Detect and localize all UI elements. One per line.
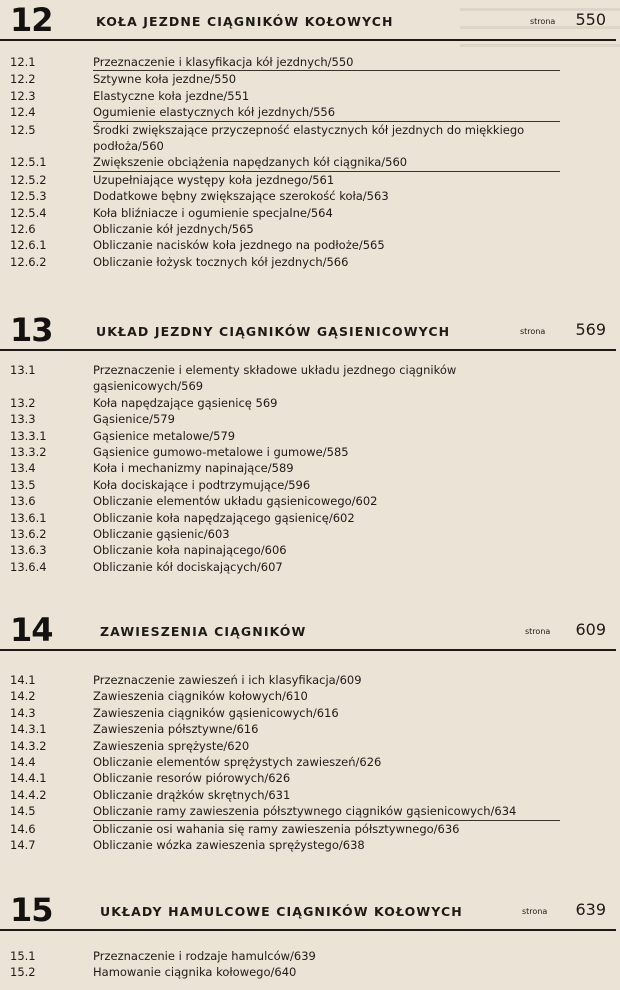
chapter-title: UKŁAD JEZDNY CIĄGNIKÓW GĄSIENICOWYCH (96, 324, 451, 339)
entry-text: Obliczanie drążków skrętnych/631 (93, 787, 291, 802)
bleed-through (460, 44, 620, 47)
entry-text: Obliczanie kół dociskających/607 (93, 559, 283, 574)
entry-text: Koła i mechanizmy napinające/589 (93, 461, 294, 476)
chapter-header (0, 892, 620, 928)
entry-number: 12.6 (10, 222, 36, 237)
entry-number: 12.5.3 (10, 189, 47, 204)
toc-entry[interactable] (0, 672, 620, 688)
entry-number: 14.3.2 (10, 738, 47, 753)
chapter-number: 12 (10, 1, 53, 39)
entry-number: 13.3.2 (10, 445, 47, 460)
chapter-title: ZAWIESZENIA CIĄGNIKÓW (100, 624, 307, 639)
entry-text: Przeznaczenie i klasyfikacja kół jezdnych/550 (93, 54, 560, 71)
entry-text: Zwiększenie obciążenia napędzanych kół ciągnika/560 (93, 154, 560, 171)
entry-number: 13.3 (10, 412, 36, 427)
toc-entry[interactable] (0, 803, 620, 820)
toc-entry[interactable] (0, 837, 620, 853)
toc-entry[interactable] (0, 510, 620, 526)
entry-text: Obliczanie koła napinającego/606 (93, 543, 287, 558)
toc-entry[interactable] (0, 559, 620, 575)
entry-number: 13.1 (10, 363, 36, 377)
entry-number: 13.6.4 (10, 559, 47, 574)
toc-entry[interactable] (0, 54, 620, 71)
toc-entry[interactable] (0, 721, 620, 737)
toc-entry[interactable] (0, 237, 620, 253)
entry-number: 13.6.1 (10, 510, 47, 525)
toc-entry[interactable] (0, 254, 620, 270)
entry-text: Obliczanie kół jezdnych/565 (93, 222, 254, 237)
toc-entry[interactable] (0, 738, 620, 754)
entry-text: Obliczanie nacisków koła jezdnego na podłoże/565 (93, 238, 385, 253)
entry-number: 13.2 (10, 395, 36, 410)
entry-number: 13.3.1 (10, 428, 47, 443)
toc-entry[interactable] (0, 362, 620, 395)
entry-list (0, 362, 620, 575)
entry-text: Uzupełniające występy koła jezdnego/561 (93, 172, 335, 187)
toc-entry[interactable] (0, 948, 620, 964)
entry-text: Gąsienice gumowo-metalowe i gumowe/585 (93, 445, 349, 460)
entry-text: Obliczanie ramy zawieszenia półsztywnego ciągników gąsienicowych/634 (93, 803, 560, 820)
entry-text: Zawieszenia półsztywne/616 (93, 722, 259, 737)
chapter-page: 550 (575, 10, 606, 29)
entry-text: Elastyczne koła jezdne/551 (93, 88, 250, 103)
entry-number: 13.6 (10, 494, 36, 509)
entry-number: 12.4 (10, 105, 36, 120)
entry-text: Przeznaczenie zawieszeń i ich klasyfikacja/609 (93, 673, 362, 687)
chapter-rule (0, 349, 616, 351)
chapter-rule (0, 39, 616, 41)
chapter-header (0, 312, 620, 348)
toc-entry[interactable] (0, 411, 620, 427)
entry-number: 14.3 (10, 705, 36, 720)
entry-number: 12.6.1 (10, 238, 47, 253)
entry-text: Koła bliźniacze i ogumienie specjalne/564 (93, 205, 333, 220)
strona-label: strona (530, 17, 556, 26)
entry-number: 12.5 (10, 122, 36, 137)
entry-number: 13.6.3 (10, 543, 47, 558)
entry-number: 12.6.2 (10, 254, 47, 269)
toc-entry[interactable] (0, 493, 620, 509)
entry-text: Ogumienie elastycznych kół jezdnych/556 (93, 104, 560, 121)
chapter-rule (0, 649, 616, 651)
toc-entry[interactable] (0, 787, 620, 803)
entry-number: 14.1 (10, 673, 36, 687)
entry-number: 14.5 (10, 804, 36, 819)
toc-entry[interactable] (0, 122, 620, 155)
entry-text: Sztywne koła jezdne/550 (93, 72, 237, 87)
toc-entry[interactable] (0, 821, 620, 837)
entry-text: Obliczanie osi wahania się ramy zawieszenia półsztywnego/636 (93, 821, 460, 836)
toc-entry[interactable] (0, 188, 620, 204)
entry-text: Obliczanie koła napędzającego gąsienicę/602 (93, 510, 355, 525)
chapter-14 (0, 611, 620, 853)
entry-text: Koła dociskające i podtrzymujące/596 (93, 477, 311, 492)
entry-text: Obliczanie łożysk tocznych kół jezdnych/566 (93, 254, 349, 269)
entry-text: Koła napędzające gąsienicę 569 (93, 395, 278, 410)
entry-number: 14.3.1 (10, 722, 47, 737)
chapter-number: 13 (10, 311, 53, 349)
strona-label: strona (522, 907, 548, 916)
entry-text: Hamowanie ciągnika kołowego/640 (93, 965, 297, 980)
toc-entry[interactable] (0, 770, 620, 786)
entry-number: 13.4 (10, 461, 36, 476)
toc-entry[interactable] (0, 526, 620, 542)
toc-entry[interactable] (0, 477, 620, 493)
chapter-number: 15 (10, 891, 53, 929)
entry-number: 14.2 (10, 689, 36, 704)
chapter-title: UKŁADY HAMULCOWE CIĄGNIKÓW KOŁOWYCH (100, 904, 463, 919)
entry-number: 14.7 (10, 838, 36, 853)
chapter-15 (0, 891, 620, 980)
chapter-12 (0, 1, 620, 269)
entry-number: 14.4.1 (10, 771, 47, 786)
toc-entry[interactable] (0, 428, 620, 444)
toc-entry[interactable] (0, 964, 620, 980)
entry-list (0, 948, 620, 981)
entry-text: Środki zwiększające przyczepność elastycznych kół jezdnych do miękkiego podłoża/560 (93, 122, 525, 154)
entry-number: 12.1 (10, 55, 36, 69)
chapter-13 (0, 311, 620, 574)
toc-entry[interactable] (0, 221, 620, 237)
strona-label: strona (525, 627, 551, 636)
entry-number: 12.5.1 (10, 155, 47, 170)
chapter-page: 639 (575, 900, 606, 919)
chapter-rule (0, 929, 616, 931)
entry-text: Gąsienice/579 (93, 412, 175, 427)
entry-text: Obliczanie wózka zawieszenia sprężystego/638 (93, 838, 365, 853)
entry-text: Zawieszenia sprężyste/620 (93, 738, 250, 753)
toc-entry[interactable] (0, 754, 620, 770)
entry-text: Obliczanie gąsienic/603 (93, 527, 230, 542)
toc-entry[interactable] (0, 395, 620, 411)
entry-text: Dodatkowe bębny zwiększające szerokość koła/563 (93, 189, 389, 204)
chapter-page: 609 (575, 620, 606, 639)
toc-entry[interactable] (0, 444, 620, 460)
chapter-header (0, 612, 620, 648)
toc-entry[interactable] (0, 205, 620, 221)
entry-number: 12.3 (10, 88, 36, 103)
chapter-title: KOŁA JEZDNE CIĄGNIKÓW KOŁOWYCH (96, 14, 394, 29)
entry-text: Przeznaczenie i elementy składowe układu jezdnego ciągników gąsienicowych/569 (93, 363, 457, 394)
entry-list (0, 672, 620, 853)
toc-entry[interactable] (0, 542, 620, 558)
chapter-number: 14 (10, 611, 53, 649)
entry-number: 15.2 (10, 965, 36, 980)
toc-entry[interactable] (0, 688, 620, 704)
entry-text: Obliczanie elementów układu gąsienicowego/602 (93, 494, 378, 509)
entry-text: Obliczanie resorów piórowych/626 (93, 771, 291, 786)
entry-text: Zawieszenia ciągników gąsienicowych/616 (93, 705, 339, 720)
entry-text: Gąsienice metalowe/579 (93, 428, 236, 443)
entry-number: 14.4.2 (10, 787, 47, 802)
toc-entry[interactable] (0, 172, 620, 188)
entry-list (0, 54, 620, 270)
strona-label: strona (520, 327, 546, 336)
chapter-header (0, 2, 620, 38)
entry-text: Zawieszenia ciągników kołowych/610 (93, 689, 308, 704)
entry-number: 14.4 (10, 755, 36, 770)
entry-number: 12.5.2 (10, 172, 47, 187)
toc-entry[interactable] (0, 71, 620, 87)
toc-entry[interactable] (0, 705, 620, 721)
toc-entry[interactable] (0, 104, 620, 121)
entry-text: Przeznaczenie i rodzaje hamulców/639 (93, 949, 316, 963)
toc-entry[interactable] (0, 88, 620, 104)
entry-number: 13.6.2 (10, 527, 47, 542)
toc-entry[interactable] (0, 154, 620, 171)
chapter-page: 569 (575, 320, 606, 339)
entry-number: 15.1 (10, 949, 36, 963)
entry-number: 12.5.4 (10, 205, 47, 220)
entry-number: 13.5 (10, 477, 36, 492)
toc-entry[interactable] (0, 460, 620, 476)
entry-number: 12.2 (10, 72, 36, 87)
entry-number: 14.6 (10, 821, 36, 836)
entry-text: Obliczanie elementów sprężystych zawieszeń/626 (93, 755, 382, 770)
